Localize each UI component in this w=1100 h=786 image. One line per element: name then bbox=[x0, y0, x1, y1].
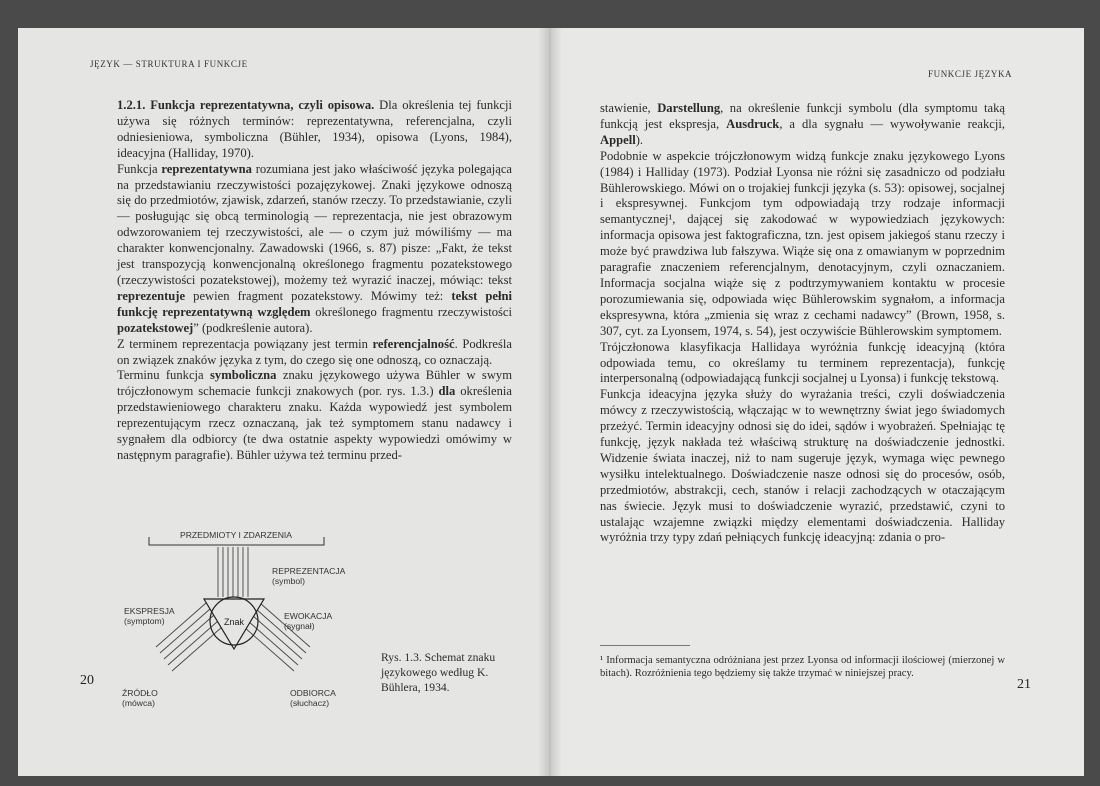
text-run: pewien fragment pozatekstowy. Mówimy też: bbox=[185, 288, 452, 303]
bold-text: Darstellung bbox=[657, 101, 721, 115]
bold-text: Ausdruck bbox=[726, 116, 780, 131]
text-run: Z terminem reprezentacja powiązany jest termin bbox=[117, 336, 373, 351]
bold-text: tekst pełni funkcję reprezentatywną względem bbox=[117, 288, 512, 319]
right-body-text bbox=[600, 101, 1005, 546]
left-paragraph bbox=[117, 337, 512, 369]
footnote-rule bbox=[600, 645, 690, 646]
book-spread bbox=[18, 28, 1084, 776]
text-run: znaku językowego używa Bühler w swym trójczłonowym schemacie funkcji znakowych (por. rys. 1.3.) bbox=[117, 368, 513, 399]
text-run: ). bbox=[635, 132, 644, 147]
bold-text: reprezentuje bbox=[117, 288, 186, 303]
representation-sub: (symbol) bbox=[272, 576, 305, 586]
expression-sub: (symptom) bbox=[124, 616, 165, 626]
right-page-number: 21 bbox=[1017, 677, 1031, 692]
sign-label: Znak bbox=[223, 617, 245, 627]
source-label: ŹRÓDŁO bbox=[122, 688, 158, 698]
text-run: Dla określenia tej funkcji używa się różnych terminów: reprezentatywna, referencjalna, czyli odniesieniowa, symboliczna (Bühler, 1934), opisowa (Lyons, 1984), ideacyjna (Halliday, 1970). bbox=[117, 98, 513, 160]
left-paragraph bbox=[117, 368, 512, 463]
bold-text: pozatekstowej bbox=[117, 320, 194, 335]
text-run: określonego fragmentu rzeczywistości bbox=[310, 304, 512, 319]
text-run: rozumiana jest jako właściwość języka polegająca na przedstawianiu rzeczywistości pozajęzykowej. Znaki językowe odnoszą się do przedmiotów, zjawisk, zdarzeń, stanów rzeczy. To przedstawianie, czyli — posługując się obcą terminologią — reprezentacja, nie jest obrazowym odwzorowaniem tej rzeczywistości, ale — o czym już mówiliśmy — ma charakter konwencjonalny. Zawadowski (1966, s. 87) pisze: „Fakt, że tekst jest transpozycją konwencjonalną określonego fragmentu pozatekstowego (rzeczywistości pozatekstowej), możemy też wyrazić inaczej, mówiąc: tekst bbox=[117, 161, 512, 287]
footnote: ¹ Informacja semantyczna odróżniana jest przez Lyonsa od informacji ilościowej (mierzonej w bitach). Rozróżnienia tego będziemy się także trzymać w niniejszej pracy. bbox=[600, 655, 1005, 680]
bold-text: Appell bbox=[600, 132, 636, 147]
right-paragraph bbox=[600, 387, 1005, 546]
receiver-label: ODBIORCA bbox=[290, 688, 336, 698]
left-paragraph bbox=[117, 162, 512, 337]
figure-caption: Rys. 1.3. Schemat znaku językowego według K. Bühlera, 1934. bbox=[381, 651, 496, 694]
text-run: , na określenie funkcji symbolu (dla symptomu taką funkcją jest ekspresja, bbox=[600, 101, 1006, 131]
text-run: określenia przedstawieniowego charakteru znaku. Każda wypowiedź jest symbolem reprezentującym rzecz oznaczaną, jak też symptomem stanu nadawcy i sygnałem dla odbiorcy (te dwa ostatnie aspekty wypowiedzi omówimy w następnym paragrafie). Bühler używa też terminu przed- bbox=[117, 384, 512, 462]
bold-text: symboliczna bbox=[210, 368, 277, 383]
text-run: ” (podkreślenie autora). bbox=[193, 320, 313, 335]
text-run: . Podkreśla on związek znaków języka z tym, do czego się one odnoszą, co oznaczają. bbox=[117, 336, 512, 367]
right-paragraph bbox=[600, 340, 1005, 388]
text-run: stawienie, bbox=[600, 101, 658, 115]
text-run: Trójczłonowa klasyfikacja Hallidaya wyróżnia funkcję ideacyjną (która odpowiada temu, co określamy tu terminem reprezentacja), funkcję interpersonalną (odpowiadającą funkcji socjalnej u Lyonsa) i funkcję tekstową. bbox=[600, 339, 1005, 386]
left-paragraph bbox=[117, 98, 512, 162]
right-page bbox=[550, 28, 1084, 776]
right-paragraph bbox=[600, 149, 1005, 340]
bold-text: 1.2.1. Funkcja reprezentatywna, czyli opisowa. bbox=[117, 98, 375, 112]
left-page bbox=[18, 28, 550, 776]
book-gutter bbox=[538, 28, 562, 776]
objects-label: PRZEDMIOTY I ZDARZENIA bbox=[179, 530, 293, 540]
left-running-head: JĘZYK — STRUKTURA I FUNKCJE bbox=[90, 59, 248, 69]
text-run: Funkcja bbox=[117, 161, 162, 176]
representation-label: REPREZENTACJA bbox=[272, 566, 346, 576]
text-run: Funkcja ideacyjna języka służy do wyrażania treści, czyli doświadczenia mówcy z rzeczywistością, włączając w to wewnętrzny świat jego świadomych przeżyć. Termin ideacyjny odnosi się do idei, sądów i wyobrażeń. Spełniając tę funkcję, język nakłada też właściwą strukturę na doświadczenie jednostki. Widzenie świata inaczej, niż to nam sugeruje język, wymaga więc pewnego wysiłku intelektualnego. Doświadczenie nasze odnosi się do procesów, osób, przedmiotów, abstrakcji, cech, stanów i relacji zachodzących w otaczającym nas świecie. Język musi to doświadczenie wyrazić, przedstawić, czyni to ustalając wzajemne związki między elementami doświadczenia. Halliday wyróżnia trzy typy zdań pełniących funkcję ideacyjną: zdania o pro- bbox=[600, 387, 1005, 545]
left-body-text bbox=[117, 98, 512, 464]
bold-text: referencjalność bbox=[372, 336, 455, 351]
left-page-number: 20 bbox=[80, 673, 94, 688]
bold-text: dla bbox=[438, 384, 456, 399]
appeal-label: EWOKACJA bbox=[284, 611, 333, 621]
right-paragraph bbox=[600, 101, 1005, 149]
right-running-head: FUNKCJE JĘZYKA bbox=[928, 69, 1013, 79]
expression-label: EKSPRESJA bbox=[124, 606, 175, 616]
bold-text: reprezentatywna bbox=[161, 161, 252, 176]
text-run: , a dla sygnału — wywoływanie reakcji, bbox=[779, 116, 1006, 131]
buhler-sign-diagram bbox=[114, 525, 364, 710]
text-run: Podobnie w aspekcie trójczłonowym widzą funkcje znaku językowego Lyons (1984) i Halliday (1973). Podział Lyonsa nie różni się zasadniczo od podziału Bühlerowskiego. Mówi on o trojakiej funkcji języka (s. 53): opisowej, socjalnej i ekspresywnej. Funkcjom tym odpowiadają trzy rodzaje informacji semantycznej¹, dającej się zakodować w wypowiedziach językowych: informacja opisowa jest faktograficzna, tzn. jest opisem jakiegoś stanu rzeczy i może być prawdziwa lub fałszywa. Wiąże się ona z omawianym w poprzednim paragrafie znaczeniem referencjalnym, denotacyjnym, czyli oznaczaniem. Informacja socjalna wiąże się z podtrzymywaniem kontaktu w procesie porozumiewania się, odpowiada więc Bühlerowskim sygnałom, a informacja ekspresywna, która „zmienia się wraz z cechami nadawcy” (Brown, 1958, s. 307, cyt. za Lyonsem, 1974, s. 54), jest oczywiście Bühlerowskim symptomem. bbox=[600, 148, 1005, 338]
appeal-sub: (sygnał) bbox=[284, 621, 315, 631]
receiver-sub: (słuchacz) bbox=[290, 698, 330, 708]
text-run: Terminu funkcja bbox=[117, 368, 211, 383]
source-sub: (mówca) bbox=[122, 698, 155, 708]
